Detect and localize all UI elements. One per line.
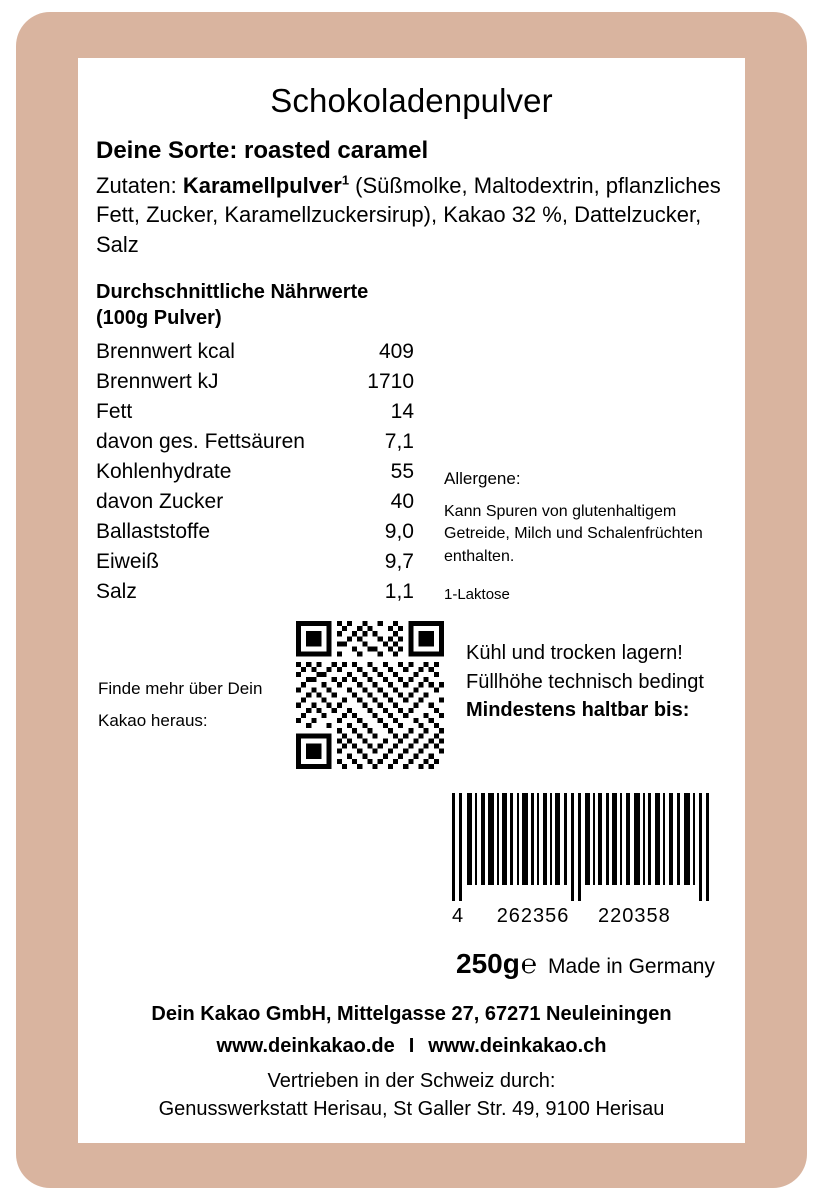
nutrition-heading-line2: (100g Pulver): [96, 307, 222, 330]
label-border: [16, 12, 807, 1188]
website-separator: I: [408, 1035, 415, 1057]
website-row: [78, 1035, 745, 1058]
table-row: [96, 397, 428, 427]
barcode-digits: [452, 905, 720, 928]
nutrient-name: davon Zucker: [96, 490, 224, 514]
nutrient-name: Eiweiß: [96, 550, 160, 574]
nutrient-value: 1710: [367, 370, 414, 394]
weight-row: [456, 948, 715, 980]
allergen-title: Allergene:: [444, 469, 521, 489]
storage-instructions: [466, 639, 704, 724]
website-ch-link[interactable]: www.deinkakao.ch: [428, 1035, 607, 1057]
nutrient-value: 409: [378, 340, 414, 364]
nutrient-name: Brennwert kJ: [96, 370, 219, 394]
table-row: [96, 337, 428, 367]
nutrition-heading-line1: Durchschnittliche Nährwerte: [96, 281, 369, 304]
ingredients-prefix: Zutaten:: [96, 173, 183, 198]
nutrient-value: 40: [390, 490, 414, 514]
nutrient-value: 1,1: [384, 580, 414, 604]
barcode-group2: 220358: [598, 905, 671, 927]
table-row: [96, 427, 428, 457]
nutrition-and-allergens: [96, 331, 731, 607]
best-before-label: Mindestens haltbar bis:: [466, 699, 690, 722]
allergen-footnote: 1-Laktose: [444, 585, 510, 603]
storage-line1: Kühl und trocken lagern!: [466, 642, 683, 665]
nutrient-value: 14: [390, 400, 414, 424]
distribution-line1: Vertrieben in der Schweiz durch:: [267, 1070, 556, 1092]
nutrient-name: Kohlenhydrate: [96, 460, 232, 484]
e-mark-icon: ℮: [520, 949, 538, 979]
made-in-text: Made in Germany: [548, 955, 715, 978]
nutrition-heading: [96, 279, 731, 331]
table-row: [96, 517, 428, 547]
nutrient-value: 7,1: [384, 430, 414, 454]
footer: [78, 1003, 745, 1121]
nutrient-name: Ballaststoffe: [96, 520, 211, 544]
ingredients-rest: (Süßmolke, Maltodextrin, pflanzliches Fett, Zucker, Karamellzuckersirup), Kakao 32 %, Dattelzucker, Salz: [96, 173, 721, 257]
nutrient-value: 9,0: [384, 520, 414, 544]
qr-code-image: [296, 621, 444, 769]
label-body: [78, 58, 745, 1143]
table-row: [96, 487, 428, 517]
allergen-block: [444, 469, 724, 602]
table-row: [96, 367, 428, 397]
company-address: Dein Kakao GmbH, Mittelgasse 27, 67271 Neuleiningen: [151, 1003, 672, 1025]
variety-line: Deine Sorte: roasted caramel: [96, 137, 429, 164]
nutrient-name: Brennwert kcal: [96, 340, 235, 364]
table-row: [96, 577, 428, 607]
nutrient-value: 55: [390, 460, 414, 484]
qr-and-storage-row: [96, 621, 731, 801]
distribution-line2: Genusswerkstatt Herisau, St Galler Str. 49, 9100 Herisau: [158, 1098, 665, 1120]
nutrient-name: Salz: [96, 580, 137, 604]
nutrient-value: 9,7: [384, 550, 414, 574]
label-content: [78, 137, 745, 801]
barcode-group1: 262356: [496, 905, 570, 927]
qr-caption: Finde mehr über Dein Kakao heraus:: [98, 679, 263, 730]
website-de-link[interactable]: www.deinkakao.de: [216, 1035, 395, 1057]
nutrient-name: Fett: [96, 400, 133, 424]
table-row: [96, 457, 428, 487]
net-weight: 250g: [456, 948, 520, 979]
ingredients-bold-item: Karamellpulver: [182, 173, 342, 198]
nutrition-table: [96, 337, 428, 607]
nutrient-name: davon ges. Fettsäuren: [96, 430, 305, 454]
table-row: [96, 547, 428, 577]
allergen-text: Kann Spuren von glutenhaltigem Getreide, Milch und Schalenfrüchten enthalten.: [444, 503, 703, 565]
barcode-lead-digit: 4: [452, 905, 465, 927]
ingredients-paragraph: [96, 171, 731, 259]
qr-code[interactable]: [296, 621, 444, 774]
barcode-image: [448, 793, 716, 901]
storage-line2: Füllhöhe technisch bedingt: [466, 670, 704, 693]
barcode: [448, 793, 720, 928]
ingredients-superscript: 1: [341, 172, 350, 188]
product-title: Schokoladenpulver: [270, 82, 553, 119]
